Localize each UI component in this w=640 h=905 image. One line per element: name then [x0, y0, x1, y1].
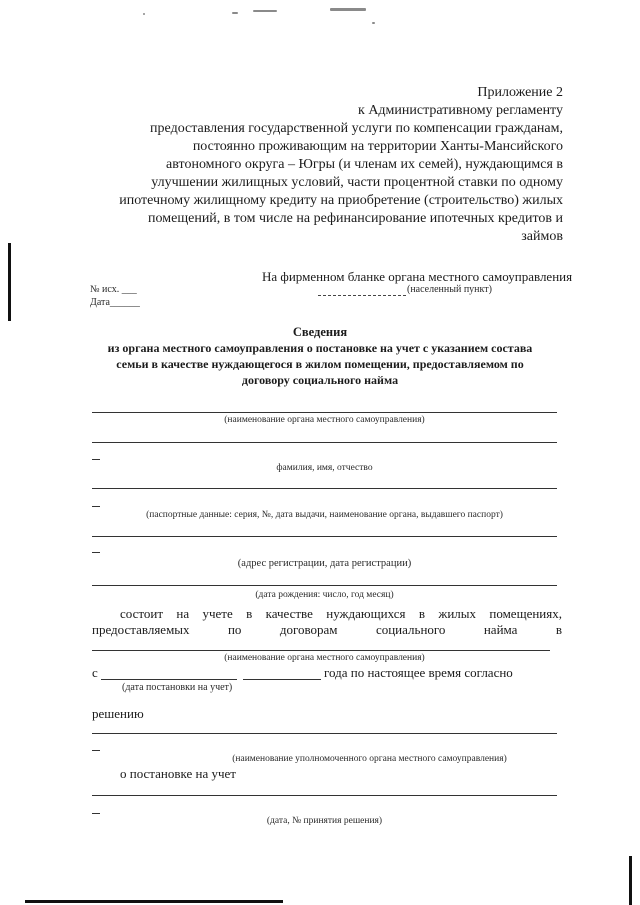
since-suffix: года по настоящее время согласно: [324, 665, 513, 680]
letterhead-note: На фирменном бланке органа местного самоуправления: [262, 269, 573, 284]
address-caption: (адрес регистрации, дата регистрации): [237, 558, 412, 569]
reg-date-caption: (дата постановки на учет): [122, 682, 233, 693]
dash-mark: [92, 552, 100, 553]
about-registration-text: о постановке на учет: [120, 766, 236, 781]
title-line: из органа местного самоуправления о постановке на учет с указанием состава: [107, 341, 533, 355]
decision-field-line[interactable]: [92, 733, 557, 734]
authority2-caption: (наименование органа местного самоуправления): [224, 653, 425, 663]
scan-speck: [330, 8, 366, 11]
settlement-caption: (населенный пункт): [407, 284, 492, 295]
title-line: договору социального найма: [241, 373, 399, 387]
title-line: семьи в качестве нуждающегося в жилом помещении, предоставляемом по: [116, 357, 524, 371]
appendix-number: Приложение 2: [477, 85, 563, 100]
fio-caption: фамилия, имя, отчество: [276, 463, 373, 473]
authorized-caption: (наименование уполномоченного органа местного самоуправления): [232, 754, 507, 764]
appendix-line: постоянно проживающим на территории Ханты-Мансийского: [192, 139, 563, 154]
appendix-line: помещений, в том числе на рефинансирование ипотечных кредитов и: [148, 211, 563, 226]
address-field-line[interactable]: [92, 585, 557, 586]
passport-field-line[interactable]: [92, 536, 557, 537]
title-word: Сведения: [292, 325, 348, 339]
reg-year-field[interactable]: [243, 679, 321, 680]
scan-speck: [232, 12, 238, 14]
scan-speck: [372, 22, 375, 24]
appendix-line: к Административному регламенту: [358, 103, 563, 118]
appendix-line: ипотечному жилищному кредиту на приобретение (строительство) жилых: [119, 193, 563, 208]
authority-field-line[interactable]: [92, 412, 557, 413]
decision-date-field-line[interactable]: [92, 795, 557, 796]
appendix-line: займов: [521, 229, 563, 244]
scan-margin-bar: [8, 243, 11, 321]
authority2-field-line[interactable]: [92, 650, 550, 651]
birth-caption: (дата рождения: число, год месяц): [255, 590, 394, 600]
dash-mark: [92, 459, 100, 460]
decision-word: решению: [92, 706, 144, 721]
scan-bottom-line: [25, 900, 283, 903]
decision-caption: (дата, № принятия решения): [266, 816, 383, 826]
scan-speck: [253, 10, 277, 12]
scan-right-bar: [629, 856, 632, 905]
appendix-line: автономного округа – Югры (и членам их семей), нуждающимся в: [166, 157, 563, 172]
appendix-line: улучшении жилищных условий, части процентной ставки по одному: [151, 175, 563, 190]
outgoing-number: № исх. ___: [90, 284, 137, 295]
authority-caption: (наименование органа местного самоуправления): [224, 415, 425, 425]
settlement-line: [318, 295, 406, 296]
dash-mark: [92, 750, 100, 751]
passport-caption: (паспортные данные: серия, №, дата выдачи, наименование органа, выдавшего паспорт): [146, 510, 503, 520]
letter-date: Дата______: [90, 297, 140, 308]
provided-text: предоставляемых по договорам социального найма в: [92, 622, 562, 637]
dash-mark: [92, 506, 100, 507]
fio-field-line[interactable]: [92, 488, 557, 489]
dash-mark: [92, 813, 100, 814]
reg-date-field[interactable]: [101, 679, 237, 680]
consists-text: состоит на учете в качестве нуждающихся в жилых помещениях,: [120, 606, 562, 621]
appendix-line: предоставления государственной услуги по компенсации гражданам,: [150, 121, 563, 136]
blank-line[interactable]: [92, 442, 557, 443]
since-prefix: с: [92, 665, 98, 680]
scan-speck: [143, 13, 145, 15]
